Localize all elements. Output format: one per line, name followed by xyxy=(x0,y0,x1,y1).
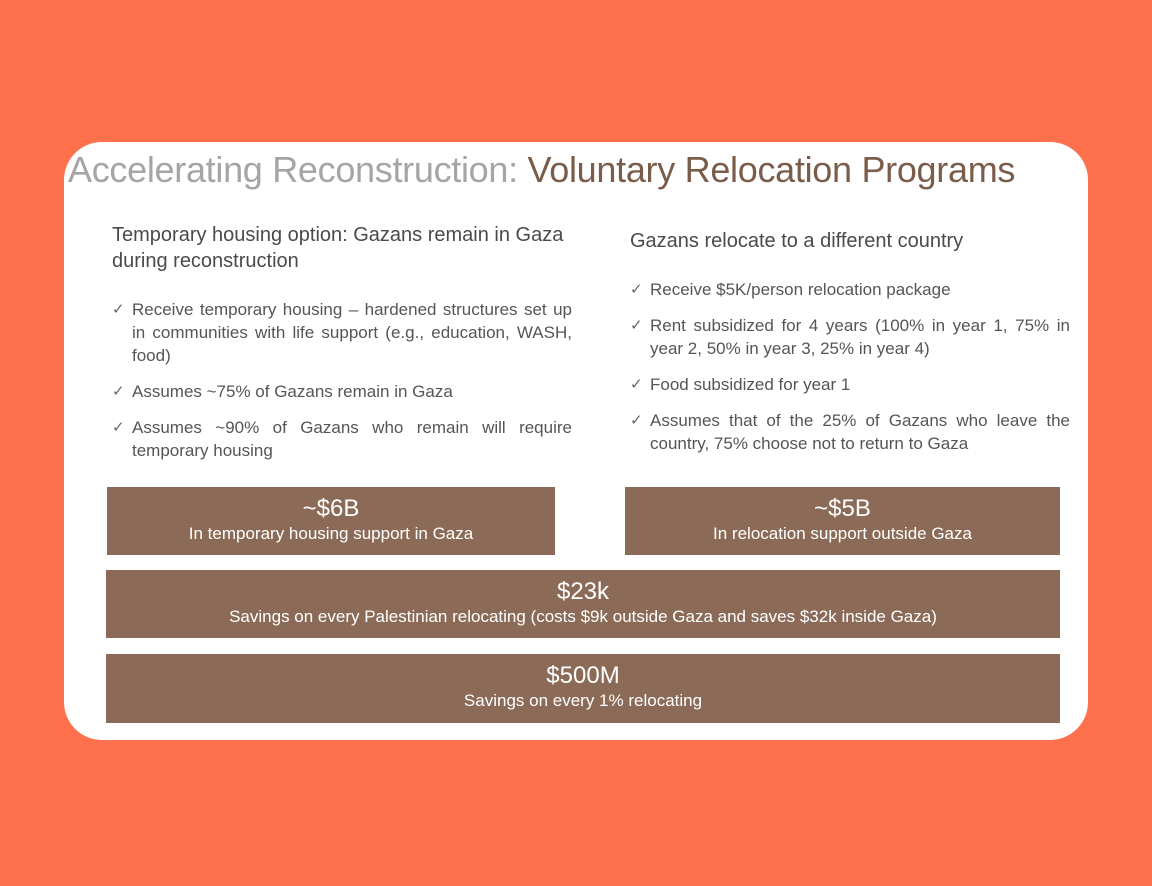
stat-value: $23k xyxy=(556,578,610,605)
bullet-item xyxy=(630,314,1070,360)
title-emphasis: Voluntary Relocation Programs xyxy=(527,149,1016,190)
stat-description: Savings on every Palestinian relocating (costs $9k outside Gaza and saves $32k inside Gaza) xyxy=(229,607,937,626)
bullet-item xyxy=(630,373,1070,396)
temporary-housing-cost-box xyxy=(107,487,555,555)
percent-savings-box xyxy=(106,654,1060,723)
checkmark-icon: ✓ xyxy=(112,301,125,318)
relocation-cost-box xyxy=(625,487,1060,555)
bullet-text: Food subsidized for year 1 xyxy=(650,375,851,394)
stat-description: In temporary housing support in Gaza xyxy=(188,524,474,543)
bullet-item xyxy=(112,416,572,462)
bullet-text: Receive temporary housing – hardened structures set up in communities with life support (e.g., education, WASH, food) xyxy=(132,300,572,365)
per-person-savings-box xyxy=(106,570,1060,638)
bullet-item xyxy=(630,409,1070,455)
relocation-heading: Gazans relocate to a different country xyxy=(630,230,964,252)
bullet-item xyxy=(630,278,1070,301)
stat-value: $500M xyxy=(546,662,620,689)
relocation-bullets xyxy=(630,278,1070,455)
checkmark-icon: ✓ xyxy=(630,281,643,298)
temporary-housing-bullets xyxy=(112,298,572,462)
checkmark-icon: ✓ xyxy=(630,412,643,429)
bullet-text: Assumes that of the 25% of Gazans who leave the country, 75% choose not to return to Gaza xyxy=(650,411,1070,453)
bullet-text: Assumes ~75% of Gazans remain in Gaza xyxy=(132,382,453,401)
stat-value: ~$6B xyxy=(302,495,360,522)
relocation-column xyxy=(630,222,1070,468)
title-prefix: Accelerating Reconstruction: xyxy=(68,149,518,190)
bullet-text: Assumes ~90% of Gazans who remain will require temporary housing xyxy=(132,418,572,460)
bullet-item xyxy=(112,380,572,403)
checkmark-icon: ✓ xyxy=(630,376,643,393)
checkmark-icon: ✓ xyxy=(112,419,125,436)
slide-title xyxy=(68,148,1015,192)
temporary-housing-column xyxy=(112,222,572,475)
temporary-housing-heading: Temporary housing option: Gazans remain in Gaza during reconstruction xyxy=(112,224,564,272)
checkmark-icon: ✓ xyxy=(112,383,125,400)
bullet-text: Rent subsidized for 4 years (100% in year 1, 75% in year 2, 50% in year 3, 25% in year 4) xyxy=(650,316,1070,358)
bullet-item xyxy=(112,298,572,367)
stat-description: In relocation support outside Gaza xyxy=(713,524,972,543)
stat-value: ~$5B xyxy=(814,495,871,522)
slide-card xyxy=(64,142,1088,740)
bullet-text: Receive $5K/person relocation package xyxy=(650,280,951,299)
checkmark-icon: ✓ xyxy=(630,317,643,334)
stat-description: Savings on every 1% relocating xyxy=(463,691,703,710)
